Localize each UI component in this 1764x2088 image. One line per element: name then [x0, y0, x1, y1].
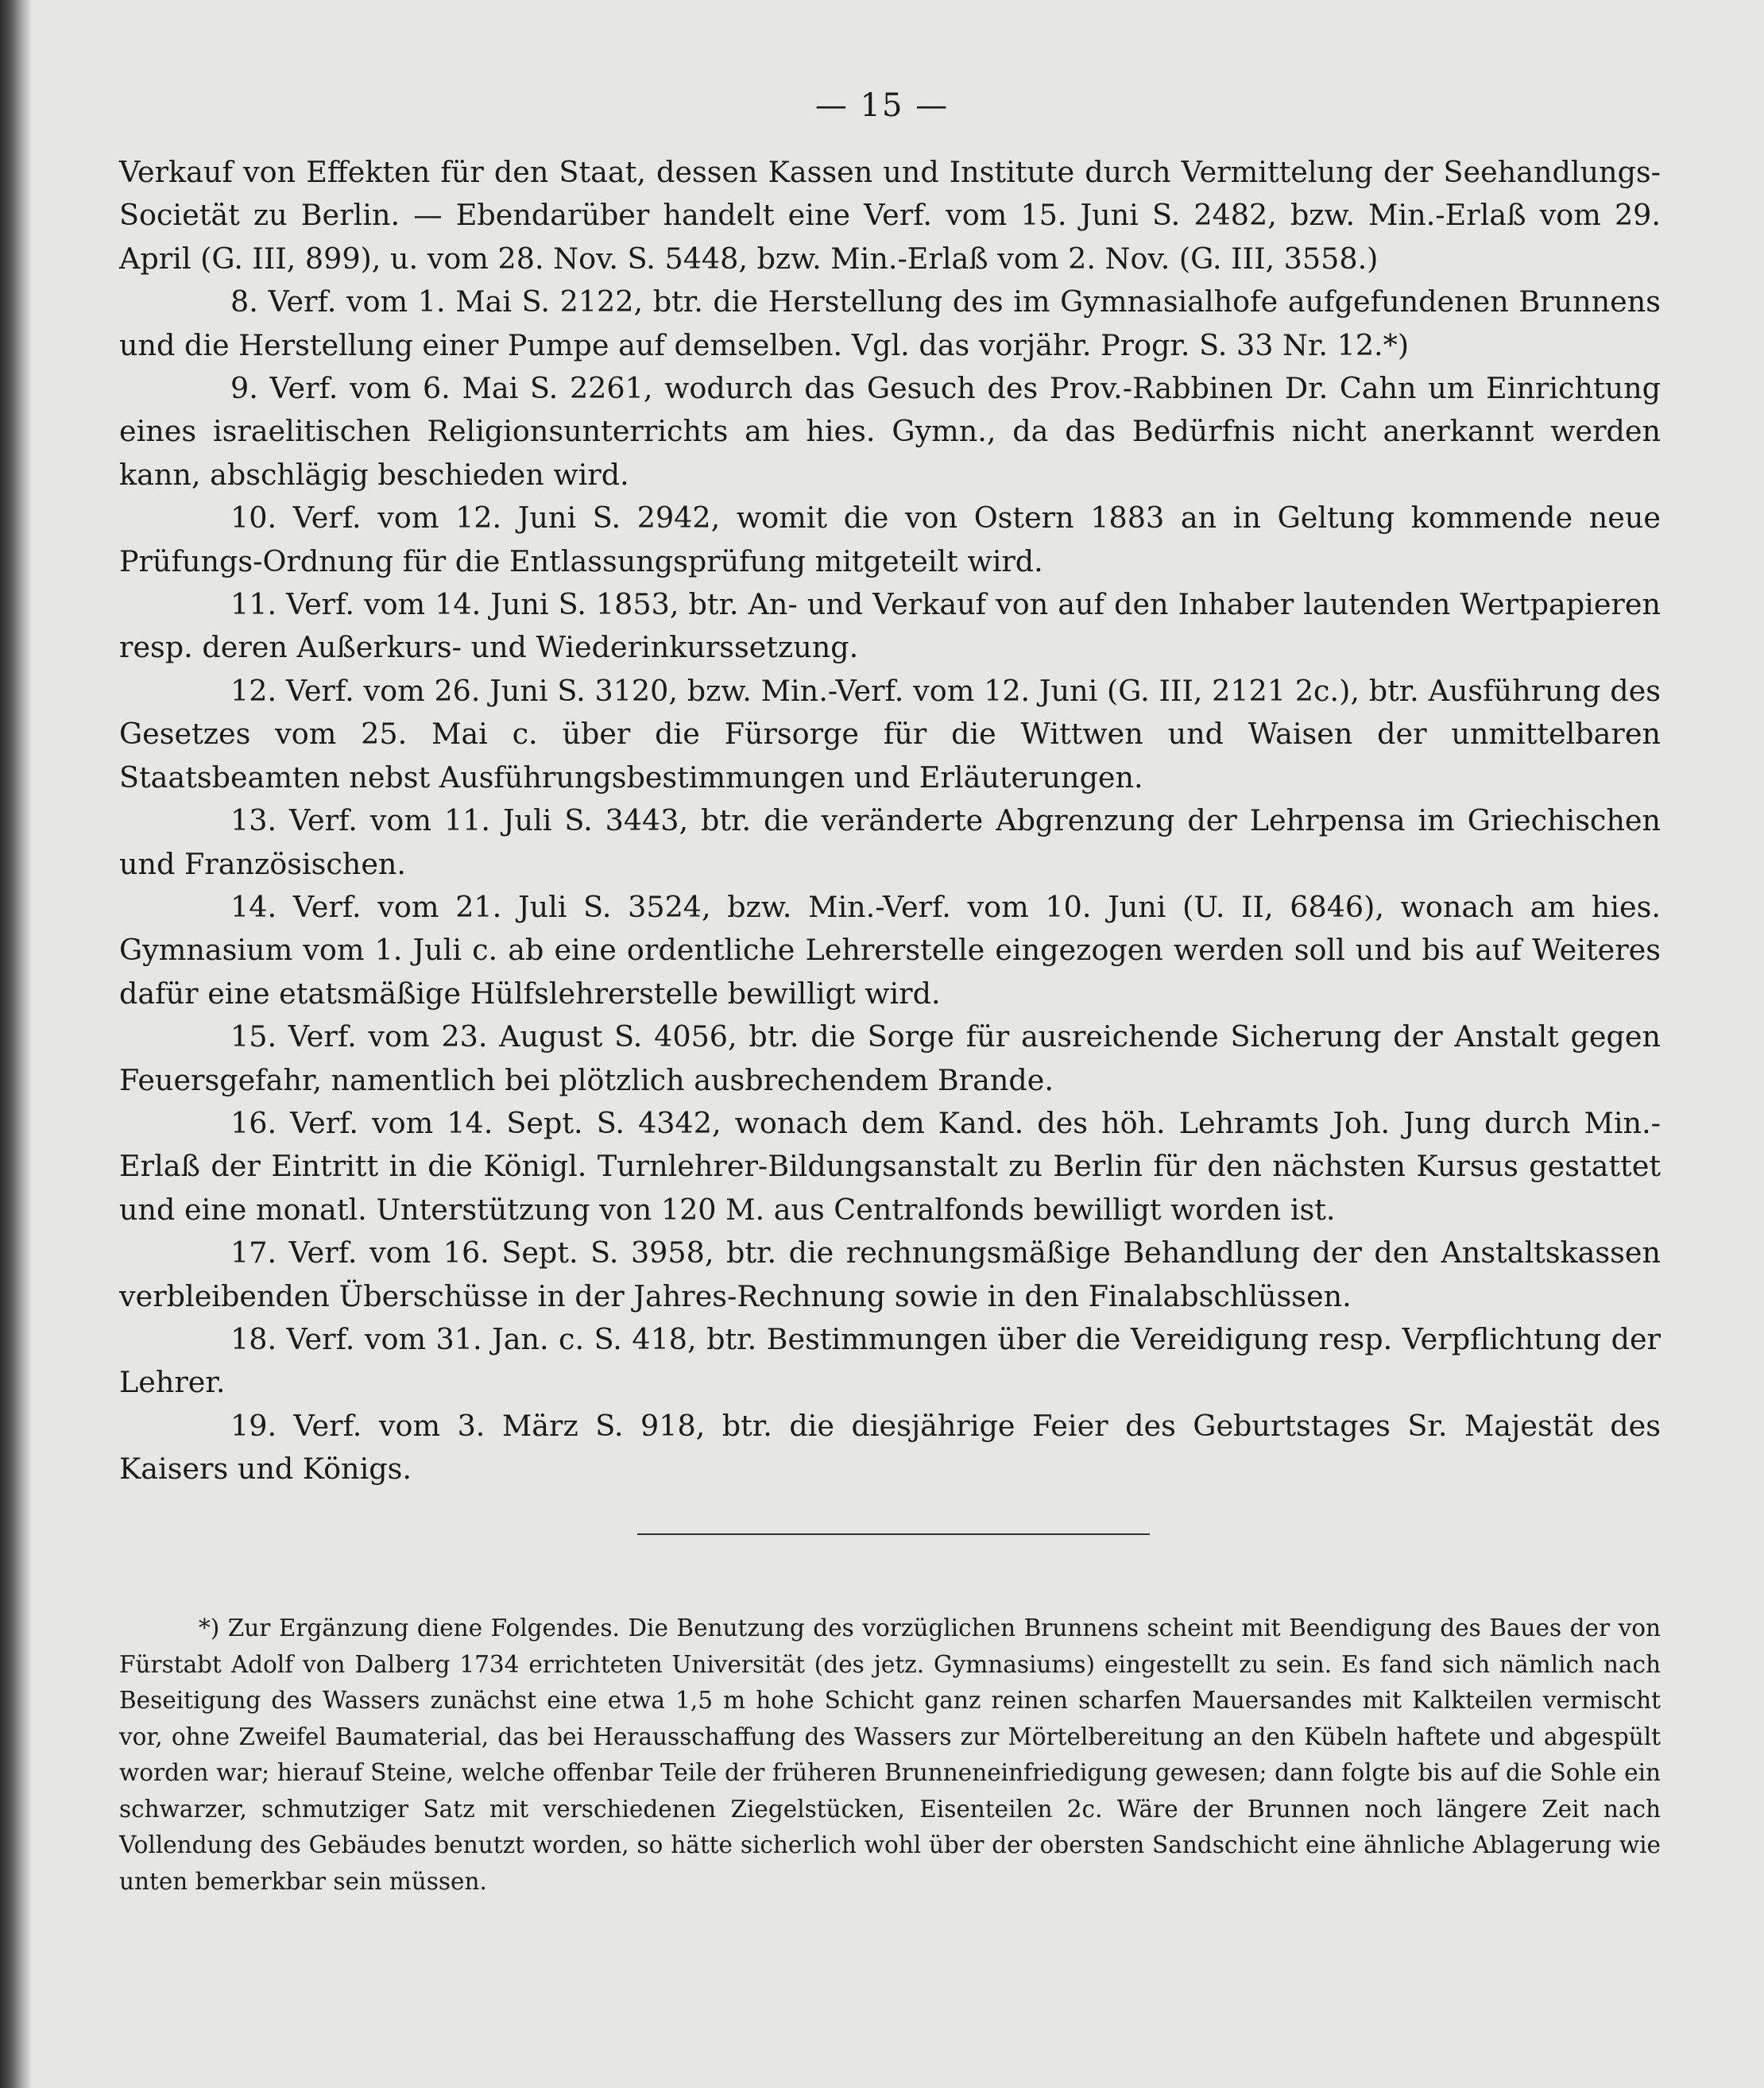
entry-16: 16. Verf. vom 14. Sept. S. 4342, wonach dem Kand. des höh. Lehramts Joh. Jung durch Min.-Erlaß der Eintritt in die Königl. Turnlehrer-Bildungsanstalt zu Berlin für den nächsten Kursus gestattet und eine monatl. Unterstützung von 120 M. aus Centralfonds bewilligt worden ist. [119, 1105, 1661, 1227]
page-number: — 15 — [814, 87, 950, 124]
page-binding-shadow [0, 0, 32, 2088]
entry-19: 19. Verf. vom 3. März S. 918, btr. die diesjährige Feier des Geburtstages Sr. Majestät des Kaisers und Königs. [119, 1408, 1661, 1487]
entry-13: 13. Verf. vom 11. Juli S. 3443, btr. die veränderte Abgrenzung der Lehrpensa im Griechischen und Französischen. [119, 803, 1661, 881]
main-text [119, 151, 1661, 1491]
entry-12: 12. Verf. vom 26. Juni S. 3120, bzw. Min.-Verf. vom 12. Juni (G. III, 2121 2c.), btr. Ausführung des Gesetzes vom 25. Mai c. über die Fürsorge für die Wittwen und Waisen der unmittelbaren Staatsbeamten nebst Ausführungsbestimmungen und Erläuterungen. [119, 673, 1661, 795]
entry-18: 18. Verf. vom 31. Jan. c. S. 418, btr. Bestimmungen über die Vereidigung resp. Verpflichtung der Lehrer. [119, 1321, 1661, 1400]
intro-paragraph: Verkauf von Effekten für den Staat, dessen Kassen und Institute durch Vermittelung der Seehandlungs-Societät zu Berlin. — Ebendarüber handelt eine Verf. vom 15. Juni S. 2482, bzw. Min.-Erlaß vom 29. April (G. III, 899), u. vom 28. Nov. S. 5448, bzw. Min.-Erlaß vom 2. Nov. (G. III, 3558.) [119, 155, 1661, 276]
entry-10: 10. Verf. vom 12. Juni S. 2942, womit die von Ostern 1883 an in Geltung kommende neue Prüfungs-Ordnung für die Entlassungsprüfung mitgeteilt wird. [119, 501, 1661, 578]
section-divider [637, 1533, 1150, 1535]
entry-14: 14. Verf. vom 21. Juli S. 3524, bzw. Min.-Verf. vom 10. Juni (U. II, 6846), wonach am hies. Gymnasium vom 1. Juli c. ab eine ordentliche Lehrerstelle eingezogen werden soll und bis auf Weiteres dafür eine etatsmäßige Hülfslehrerstelle bewilligt wird. [119, 889, 1661, 1011]
entry-9: 9. Verf. vom 6. Mai S. 2261, wodurch das Gesuch des Prov.-Rabbinen Dr. Cahn um Einrichtung eines israelitischen Religionsunterrichts am hies. Gymn., da das Bedürfnis nicht anerkannt werden kann, abschlägig beschieden wird. [119, 371, 1661, 492]
entry-8: 8. Verf. vom 1. Mai S. 2122, btr. die Herstellung des im Gymnasialhofe aufgefundenen Brunnens und die Herstellung einer Pumpe auf demselben. Vgl. das vorjähr. Progr. S. 33 Nr. 12.*) [119, 284, 1661, 362]
footnote: *) Zur Ergänzung diene Folgendes. Die Benutzung des vorzüglichen Brunnens scheint mit Beendigung des Baues der von Fürstabt Adolf von Dalberg 1734 errichteten Universität (des jetz. Gymnasiums) eingestellt zu sein. Es fand sich nämlich nach Beseitigung des Wassers zunächst eine etwa 1,5 m hohe Schicht ganz reinen scharfen Mauersandes mit Kalkteilen vermischt vor, ohne Zweifel Baumaterial, das bei Herausschaffung des Wassers zur Mörtelbereitung an den Kübeln haftete und abgespült worden war; hierauf Steine, welche offenbar Teile der früheren Brunneneinfriedigung gewesen; dann folgte bis auf die Sohle ein schwarzer, schmutziger Satz mit verschiedenen Ziegelstücken, Eisenteilen 2c. Wäre der Brunnen noch längere Zeit nach Vollendung des Gebäudes benutzt worden, so hätte sicherlich wohl über der obersten Sandschicht eine ähnliche Ablagerung wie unten bemerkbar sein müssen. [119, 1614, 1661, 1895]
entry-17: 17. Verf. vom 16. Sept. S. 3958, btr. die rechnungsmäßige Behandlung der den Anstaltskassen verbleibenden Überschüsse in der Jahres-Rechnung sowie in den Finalabschlüssen. [119, 1235, 1661, 1313]
entry-15: 15. Verf. vom 23. August S. 4056, btr. die Sorge für ausreichende Sicherung der Anstalt gegen Feuersgefahr, namentlich bei plötzlich ausbrechendem Brande. [119, 1019, 1661, 1097]
entry-11: 11. Verf. vom 14. Juni S. 1853, btr. An- und Verkauf von auf den Inhaber lautenden Wertpapieren resp. deren Außerkurs- und Wiederinkurssetzung. [119, 587, 1661, 665]
